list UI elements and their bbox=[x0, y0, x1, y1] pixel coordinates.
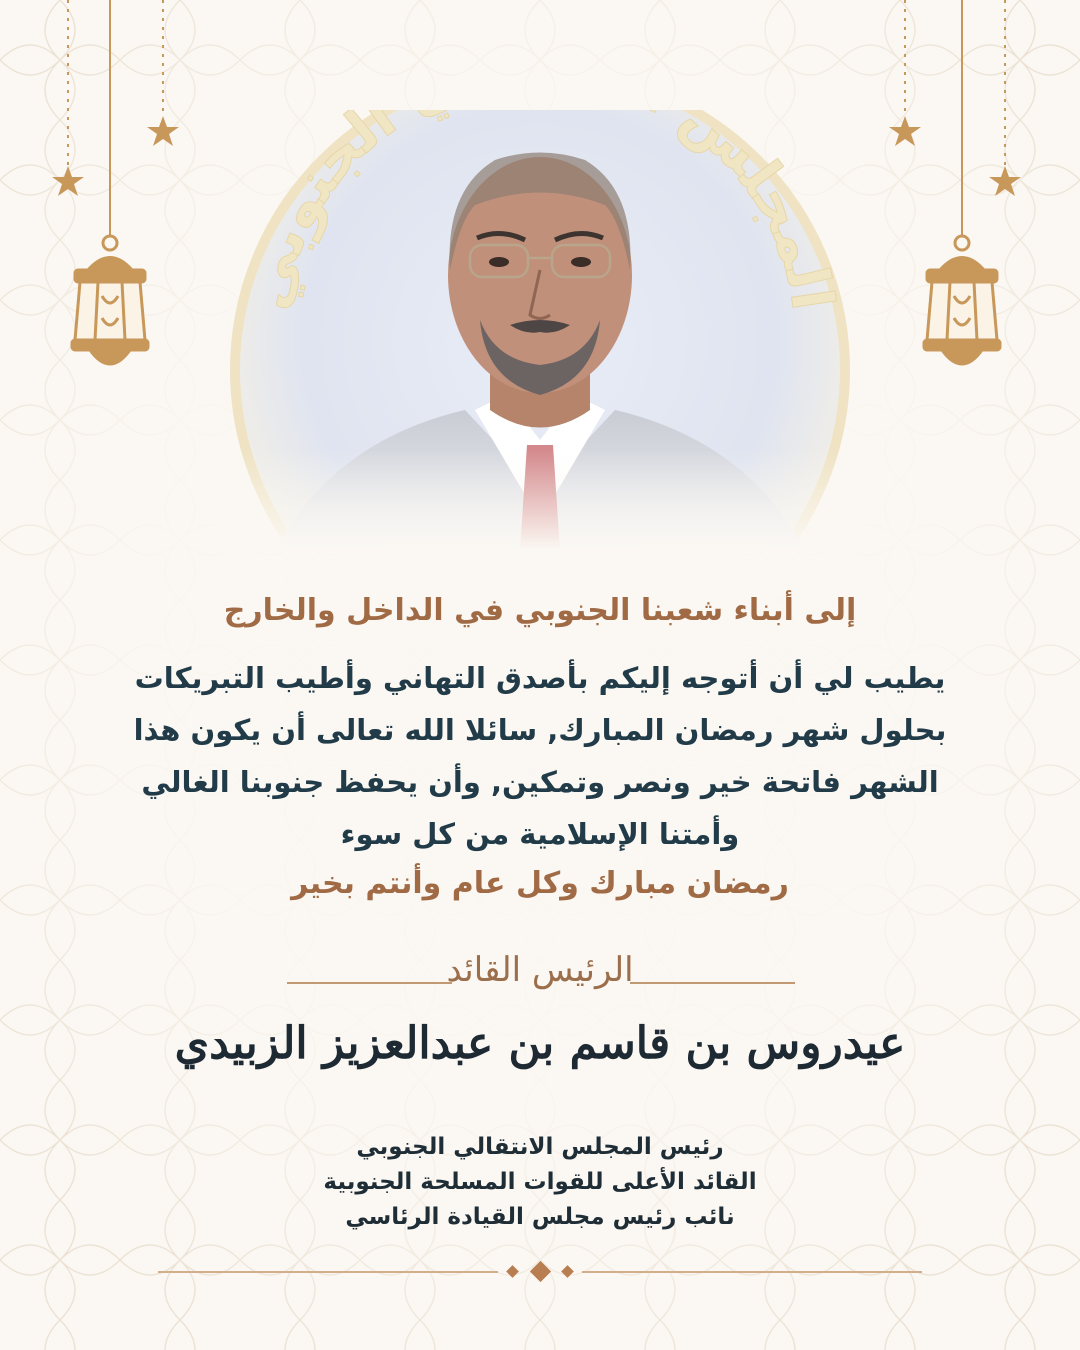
title-line: نائب رئيس مجلس القيادة الرئاسي bbox=[345, 1204, 735, 1230]
footer-divider bbox=[158, 1271, 498, 1273]
leader-title: الرئيس القائد bbox=[446, 950, 634, 990]
lantern-icon bbox=[924, 236, 1000, 364]
star-icon bbox=[52, 166, 84, 196]
lantern-icon bbox=[72, 236, 148, 364]
portrait-illustration bbox=[215, 110, 865, 550]
message-line: وأمتنا الإسلامية من كل سوء bbox=[340, 817, 740, 851]
title-line: القائد الأعلى للقوات المسلحة الجنوبية bbox=[323, 1169, 757, 1195]
official-titles bbox=[120, 1130, 960, 1235]
closing-wish: رمضان مبارك وكل عام وأنتم بخير bbox=[291, 866, 789, 901]
message-line: الشهر فاتحة خير ونصر وتمكين, وأن يحفظ جنوبنا الغالي bbox=[141, 765, 939, 799]
title-line: رئيس المجلس الانتقالي الجنوبي bbox=[356, 1134, 724, 1160]
message-body bbox=[120, 652, 960, 860]
message-line: بحلول شهر رمضان المبارك, سائلا الله تعالى أن يكون هذا bbox=[133, 713, 947, 747]
portrait-area bbox=[215, 110, 865, 550]
footer-divider bbox=[582, 1271, 922, 1273]
star-icon bbox=[147, 116, 179, 146]
star-icon bbox=[989, 166, 1021, 196]
message-line: يطيب لي أن أتوجه إليكم بأصدق التهاني وأطيب التبريكات bbox=[134, 661, 946, 695]
greeting-heading: إلى أبناء شعبنا الجنوبي في الداخل والخارج bbox=[223, 593, 857, 628]
emblem-text: المجلس الجنوبي bbox=[232, 110, 848, 316]
signature-name: عيدروس بن قاسم بن عبدالعزيز الزبيدي bbox=[174, 1018, 906, 1069]
star-icon bbox=[889, 116, 921, 146]
